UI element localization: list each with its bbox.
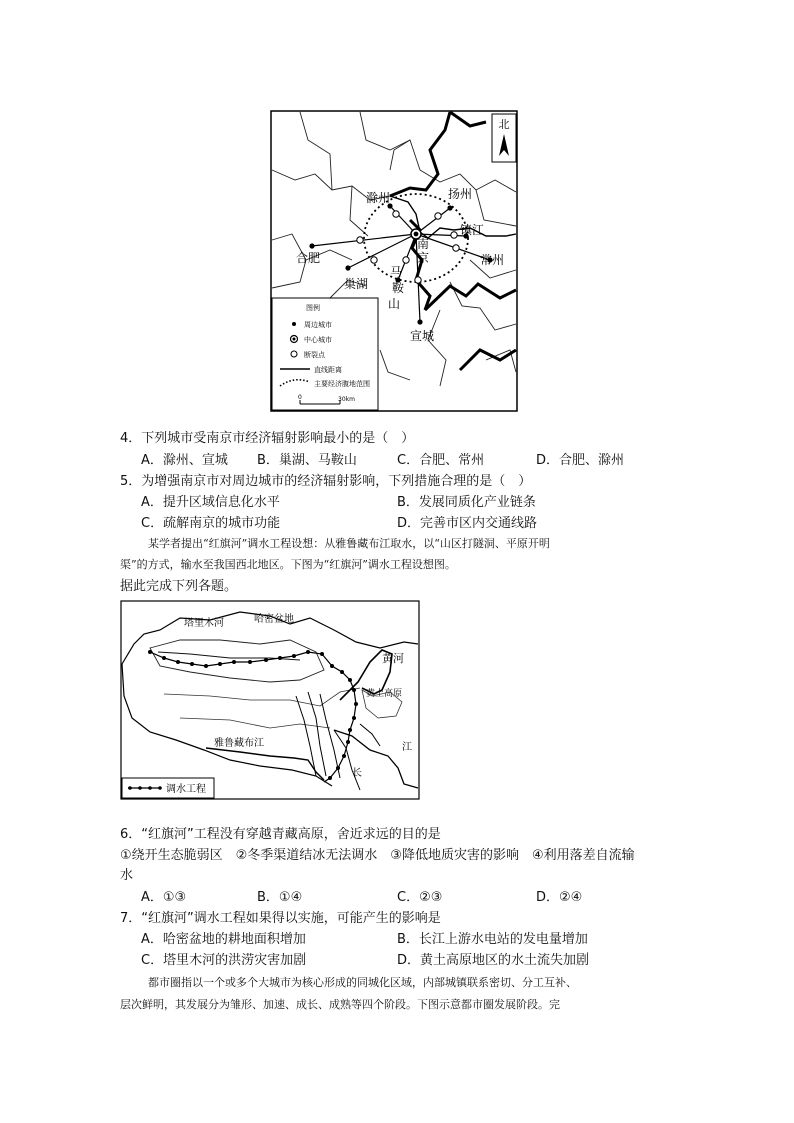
q4-option-b[interactable]: B．巢湖、马鞍山 <box>257 453 357 468</box>
svg-text:中心城市: 中心城市 <box>304 336 332 344</box>
q4-option-a[interactable]: A．滁州、宣城 <box>141 453 228 468</box>
svg-text:断裂点: 断裂点 <box>304 351 325 359</box>
q6-stem: 6．“红旗河”工程没有穿越青藏高原，舍近求远的目的是 <box>120 827 441 842</box>
q6-option-b[interactable]: B．①④ <box>257 890 303 905</box>
q5-option-c[interactable]: C．疏解南京的城市功能 <box>141 516 281 531</box>
q7-stem: 7．“红旗河”调水工程如果得以实施，可能产生的影响是 <box>120 911 441 926</box>
q7-option-b[interactable]: B．长江上游水电站的发电量增加 <box>397 932 588 947</box>
nanjing-map <box>270 110 518 412</box>
svg-text:调水工程: 调水工程 <box>166 784 206 795</box>
label-huanghe: 黄河 <box>382 652 404 665</box>
svg-text:0: 0 <box>298 394 302 401</box>
city-label-ma: 马 <box>390 265 403 279</box>
q4-option-c[interactable]: C．合肥、常州 <box>397 453 485 468</box>
q6-option-d[interactable]: D．②④ <box>536 890 583 905</box>
intro2-line3: 据此完成下列各题。 <box>120 579 238 594</box>
label-yarlung: 雅鲁藏布江 <box>214 738 264 749</box>
label-chang: 长 <box>352 768 362 779</box>
city-label-hefei: 合肥 <box>296 251 321 265</box>
q7-option-d[interactable]: D．黄土高原地区的水土流失加剧 <box>397 953 590 968</box>
q6-option-c[interactable]: C．②③ <box>397 890 443 905</box>
city-label-yangzhou: 扬州 <box>448 187 473 201</box>
city-label-chaohu: 巢湖 <box>344 277 369 291</box>
intro2-line2: 渠”的方式，输水至我国西北地区。下图为“红旗河”调水工程设想图。 <box>120 558 456 571</box>
city-label-chuzhou: 滁州 <box>366 191 391 205</box>
intro3-line2: 层次鲜明，其发展分为雏形、加速、成长、成熟等四个阶段。下图示意都市圈发展阶段。完 <box>120 998 560 1011</box>
city-label-changzhou: 常州 <box>480 253 505 267</box>
q6-option-a[interactable]: A．①③ <box>141 890 187 905</box>
city-label-an: 鞍 <box>392 281 405 295</box>
map-legend <box>272 298 378 410</box>
city-label-jing: 京 <box>417 251 430 265</box>
city-label-shan: 山 <box>388 297 401 311</box>
label-hami: 哈密盆地 <box>254 614 294 625</box>
label-jiang: 江 <box>402 742 412 753</box>
city-label-zhenjiang: 镇江 <box>460 223 485 237</box>
label-loess: 黄土高原 <box>366 689 403 699</box>
svg-text:直线距离: 直线距离 <box>314 366 342 374</box>
svg-text:周边城市: 周边城市 <box>304 321 332 329</box>
svg-text:30km: 30km <box>338 396 355 403</box>
intro2-line1: 某学者提出“红旗河”调水工程设想：从雅鲁藏布江取水，以“山区打隧洞、平原开明 <box>148 537 550 550</box>
q4-option-d[interactable]: D．合肥、滁州 <box>536 453 625 468</box>
intro3-line1: 都市圈指以一个或多个大城市为核心形成的同城化区域，内部城镇联系密切、分工互补、 <box>148 976 577 989</box>
q4-stem: 4．下列城市受南京市经济辐射影响最小的是（ ） <box>120 431 415 446</box>
q5-option-d[interactable]: D．完善市区内交通线路 <box>397 516 538 531</box>
q7-option-a[interactable]: A．哈密盆地的耕地面积增加 <box>141 932 306 947</box>
label-tarim: 塔里木河 <box>184 618 224 629</box>
north-label: 北 <box>498 118 510 131</box>
city-label-xuancheng: 宣城 <box>410 329 435 343</box>
q5-option-a[interactable]: A．提升区域信息化水平 <box>141 495 280 510</box>
svg-text:主要经济腹地范围: 主要经济腹地范围 <box>314 380 370 388</box>
map2-legend <box>122 778 214 798</box>
q5-stem: 5．为增强南京市对周边城市的经济辐射影响，下列措施合理的是（ ） <box>120 474 532 489</box>
hongqi-river-map <box>120 600 420 800</box>
q5-option-b[interactable]: B．发展同质化产业链条 <box>397 495 536 510</box>
city-label-nan: 南 <box>417 237 430 251</box>
q7-option-c[interactable]: C．塔里木河的洪涝灾害加剧 <box>141 953 307 968</box>
q6-items: ①绕开生态脆弱区 ②冬季渠道结冰无法调水 ③降低地质灾害的影响 ④利用落差自流输 <box>120 848 635 863</box>
svg-text:图例: 图例 <box>306 304 320 312</box>
q6-items-cont: 水 <box>120 868 134 883</box>
